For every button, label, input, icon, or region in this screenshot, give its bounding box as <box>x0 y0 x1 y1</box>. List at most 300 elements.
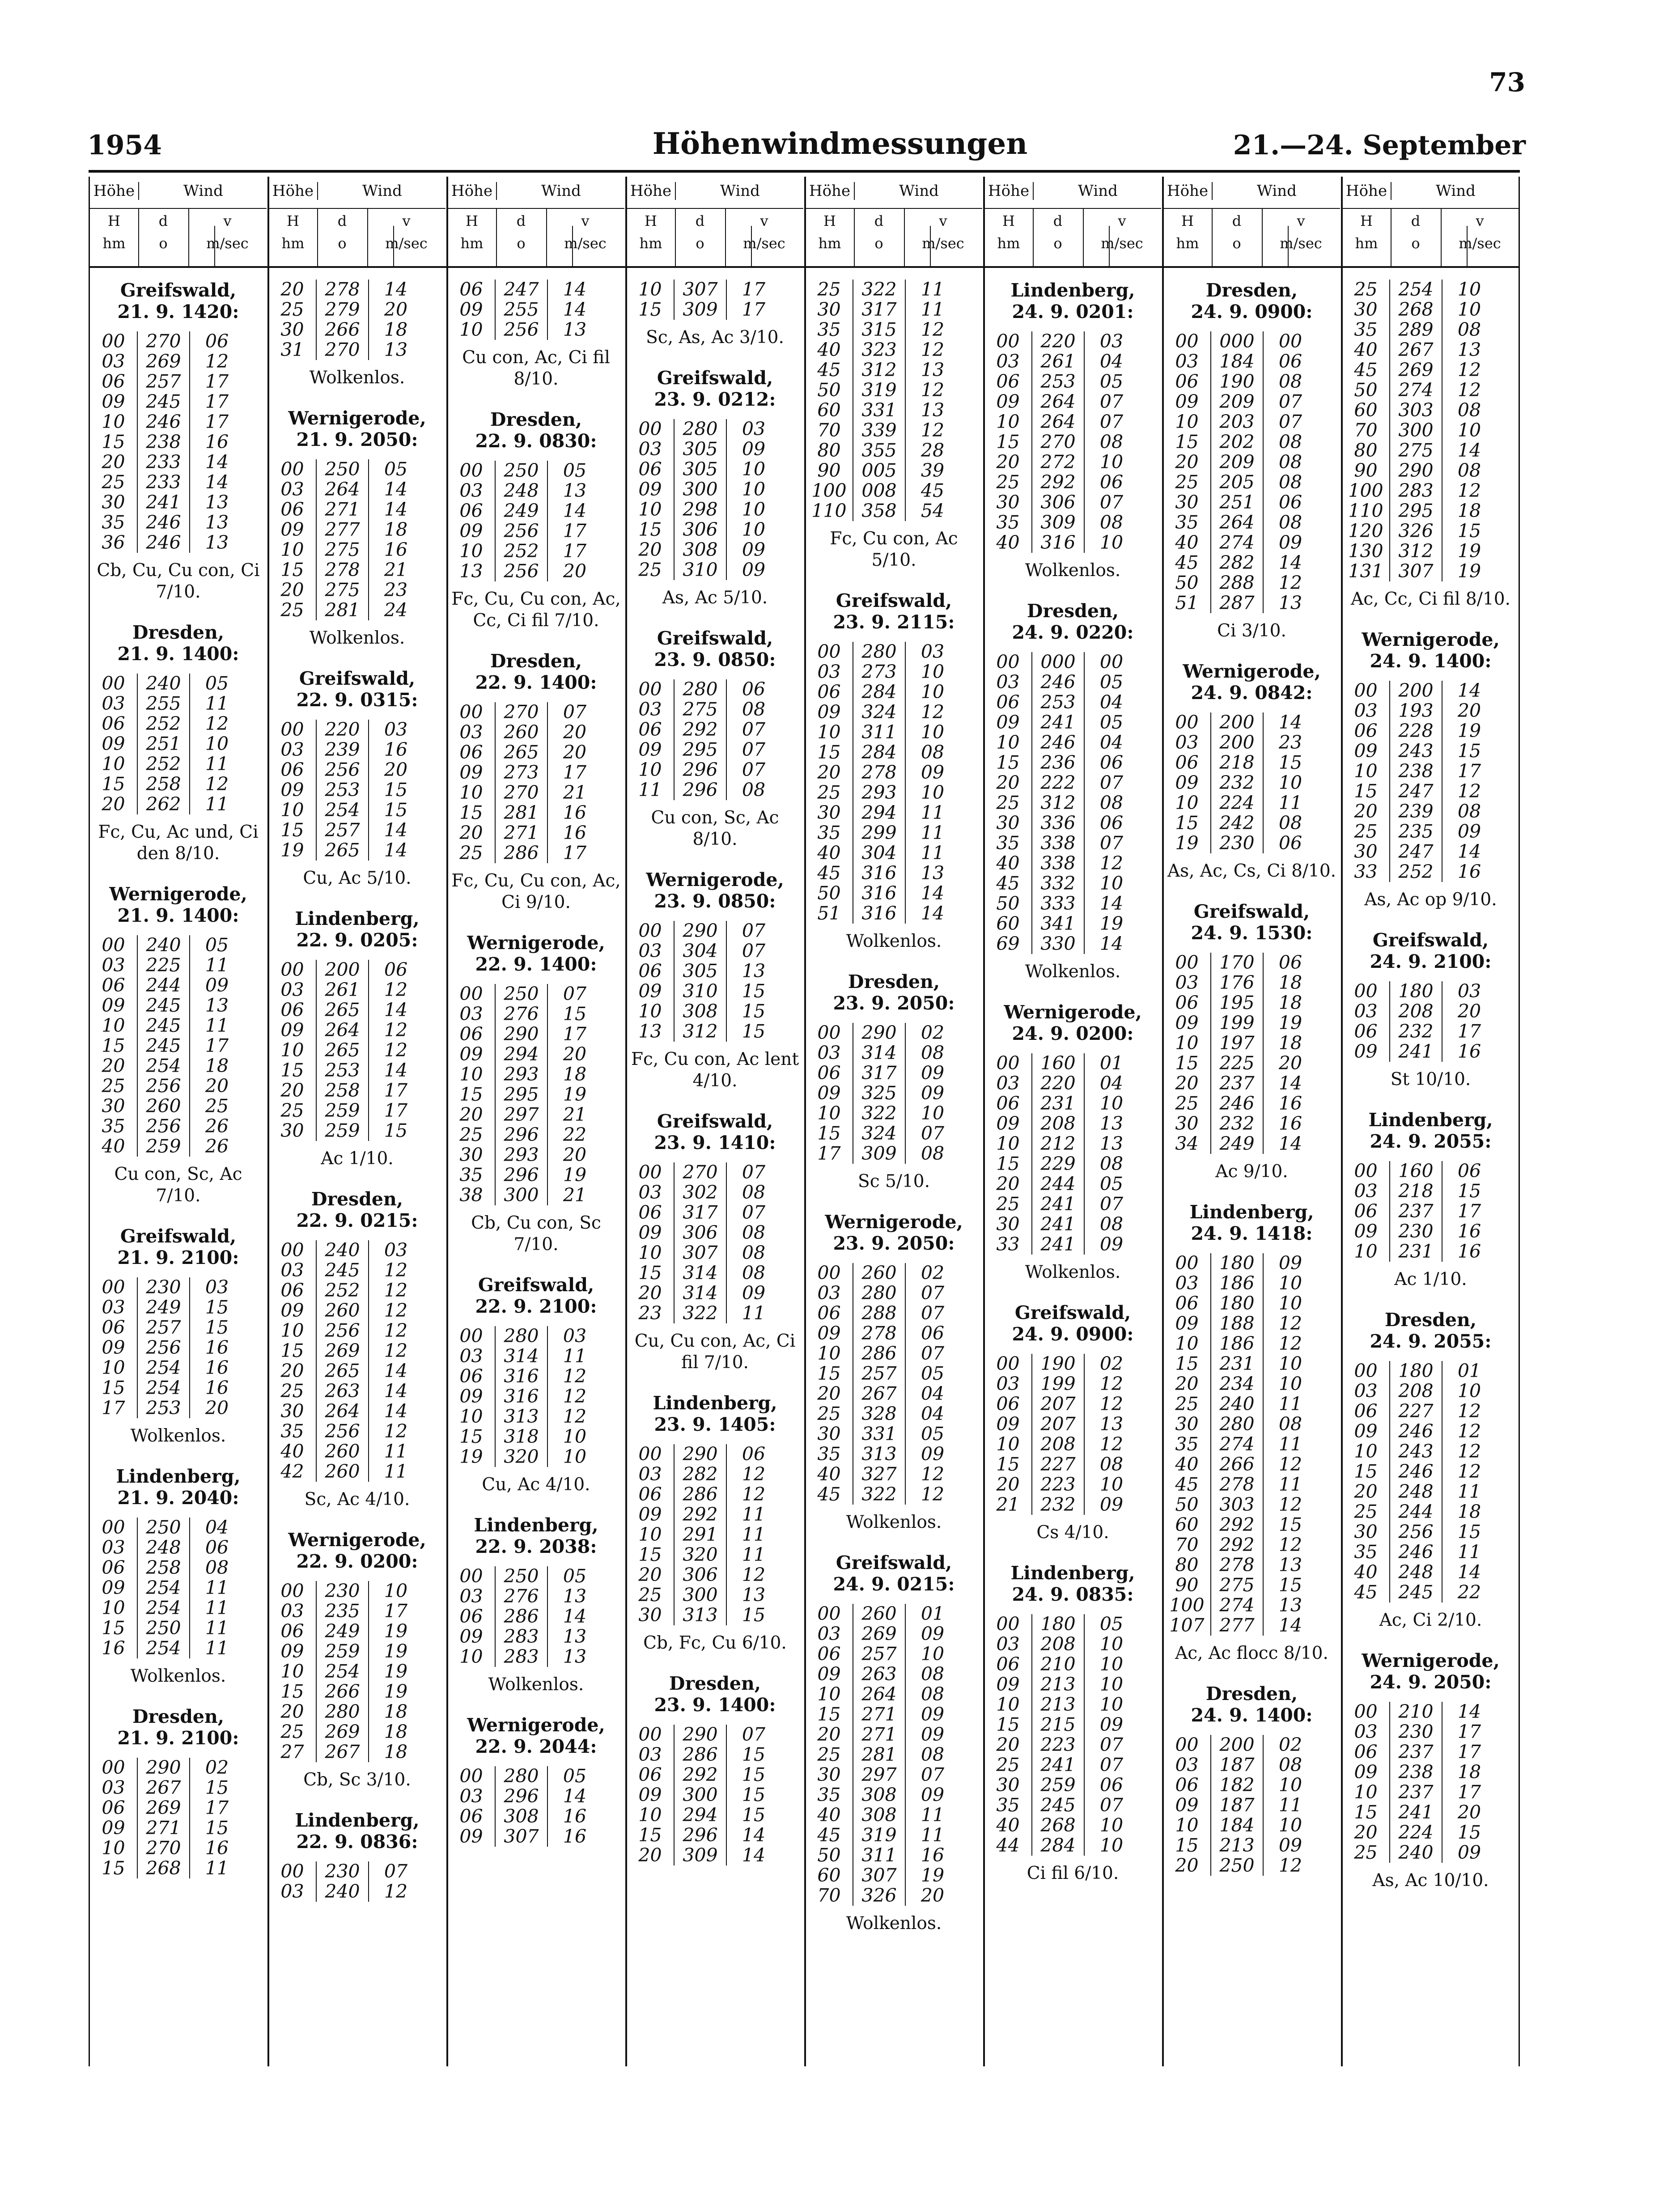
height-cell: 60 <box>1175 1514 1199 1535</box>
year: 1954 <box>87 130 162 161</box>
direction-cell: 267 <box>853 1384 906 1404</box>
height-cell: 15 <box>638 1262 662 1284</box>
height-cell: 20 <box>996 772 1020 793</box>
table-row <box>806 1344 982 1364</box>
height-cell: 50 <box>817 379 841 401</box>
station-name: Wernigerode, <box>467 932 605 954</box>
direction-cell: 231 <box>1031 1094 1085 1114</box>
speed-cell: 14 <box>205 471 229 493</box>
speed-cell: 16 <box>205 1837 229 1859</box>
speed-cell: 20 <box>384 299 408 320</box>
table-row <box>448 1024 624 1044</box>
observation-time: 22. 9. 0200: <box>296 1551 418 1572</box>
speed-cell: 10 <box>921 681 945 703</box>
height-cell: 30 <box>280 1400 304 1422</box>
direction-cell: 295 <box>495 1085 548 1105</box>
speed-cell: 09 <box>921 1082 945 1104</box>
table-row <box>269 1882 445 1902</box>
table-row <box>806 803 982 823</box>
table-row <box>90 432 267 452</box>
direction-cell: 240 <box>1389 1843 1442 1863</box>
observation-time: 21. 9. 2050: <box>296 429 418 450</box>
speed-cell: 08 <box>1457 319 1481 340</box>
table-row <box>90 352 267 372</box>
table-row <box>627 760 803 780</box>
observation-time: 24. 9. 2050: <box>1370 1671 1492 1693</box>
station-name: Dresden, <box>1027 600 1119 622</box>
direction-cell: 232 <box>1389 1022 1442 1042</box>
direction-cell: 338 <box>1031 853 1085 873</box>
direction-cell: 241 <box>1031 1194 1085 1214</box>
height-cell: 06 <box>102 975 125 996</box>
speed-cell: 00 <box>1099 651 1124 673</box>
height-cell: 06 <box>280 1620 304 1642</box>
height-cell: 06 <box>996 1393 1020 1415</box>
height-cell: 15 <box>996 1714 1020 1735</box>
cloud-note: As, Ac 5/10. <box>662 588 768 608</box>
direction-cell: 319 <box>853 380 906 400</box>
height-cell: 15 <box>1354 1461 1378 1482</box>
station-block <box>627 280 803 348</box>
height-cell: 06 <box>817 1302 841 1324</box>
station-block <box>1342 1109 1519 1290</box>
direction-cell: 280 <box>316 1702 369 1722</box>
direction-cell: 303 <box>1210 1495 1264 1515</box>
speed-cell: 04 <box>1099 691 1124 713</box>
height-cell: 03 <box>638 438 662 460</box>
table-row <box>984 1374 1161 1394</box>
height-cell: 00 <box>1175 952 1199 973</box>
table-row <box>90 1538 267 1558</box>
direction-cell: 254 <box>316 800 369 820</box>
height-cell: 30 <box>638 1604 662 1626</box>
direction-cell: 212 <box>1031 1134 1085 1154</box>
table-row <box>806 320 982 340</box>
table-row <box>627 560 803 580</box>
speed-cell: 10 <box>742 479 766 500</box>
table-column <box>90 177 267 2066</box>
table-row <box>1342 481 1519 501</box>
direction-cell: 278 <box>316 280 369 300</box>
header-wind: Wind <box>1391 182 1520 200</box>
direction-cell: 233 <box>137 472 190 492</box>
cloud-note: Ac 1/10. <box>321 1149 394 1169</box>
speed-cell: 21 <box>563 1104 587 1125</box>
table-row <box>984 652 1161 672</box>
station-block <box>984 280 1161 581</box>
direction-cell: 209 <box>1210 392 1264 412</box>
header-divider <box>627 208 803 209</box>
table-row <box>269 459 445 479</box>
direction-cell: 290 <box>1389 461 1442 481</box>
observation-time: 23. 9. 1410: <box>654 1132 776 1153</box>
height-cell: 30 <box>102 492 125 513</box>
table-row <box>1342 360 1519 380</box>
table-row <box>90 1518 267 1538</box>
table-row <box>1342 501 1519 521</box>
table-row <box>1342 1181 1519 1201</box>
table-row <box>1163 1836 1340 1856</box>
direction-cell: 309 <box>853 1144 906 1164</box>
speed-cell: 17 <box>1457 1021 1481 1042</box>
speed-cell: 18 <box>384 319 408 340</box>
height-cell: 03 <box>459 1785 483 1807</box>
speed-cell: 16 <box>1457 1041 1481 1062</box>
table-row <box>269 520 445 540</box>
table-row <box>984 513 1161 533</box>
height-cell: 09 <box>638 739 662 760</box>
speed-cell: 10 <box>1457 420 1481 441</box>
speed-cell: 09 <box>1099 1494 1124 1515</box>
table-row <box>269 479 445 500</box>
header-sublabel: hm <box>1355 235 1378 252</box>
data-rows <box>448 1766 624 1847</box>
observation-time: 24. 9. 0835: <box>1012 1584 1134 1605</box>
table-row <box>984 1815 1161 1836</box>
table-row <box>984 1354 1161 1374</box>
height-cell: 10 <box>1354 760 1378 782</box>
height-cell: 20 <box>996 1173 1020 1195</box>
height-cell: 80 <box>817 440 841 461</box>
direction-cell: 246 <box>1031 672 1085 692</box>
direction-cell: 336 <box>1031 813 1085 833</box>
speed-cell: 26 <box>205 1115 229 1137</box>
speed-cell: 14 <box>1278 1615 1302 1636</box>
speed-cell: 10 <box>1278 1353 1302 1374</box>
direction-cell: 275 <box>1210 1575 1264 1595</box>
table-row <box>806 1745 982 1765</box>
direction-cell: 355 <box>853 441 906 461</box>
height-cell: 06 <box>638 458 662 480</box>
height-cell: 06 <box>996 1093 1020 1114</box>
station-block <box>448 1514 624 1696</box>
table-row <box>1342 380 1519 400</box>
direction-cell: 256 <box>495 320 548 340</box>
direction-cell: 246 <box>1389 1421 1442 1442</box>
cloud-note: Fc, Cu, Cu con, Ac, Ci 9/10. <box>451 871 621 912</box>
direction-cell: 233 <box>137 452 190 472</box>
height-cell: 00 <box>1175 712 1199 733</box>
table-row <box>806 1765 982 1785</box>
speed-cell: 11 <box>205 1637 229 1659</box>
direction-cell: 330 <box>1031 934 1085 954</box>
table-row <box>806 420 982 441</box>
speed-cell: 04 <box>921 1403 945 1425</box>
height-cell: 60 <box>817 1865 841 1886</box>
speed-cell: 11 <box>384 1461 408 1482</box>
table-row <box>1163 813 1340 833</box>
table-column <box>1342 177 1519 2066</box>
height-cell: 03 <box>638 1463 662 1485</box>
table-row <box>806 1444 982 1464</box>
direction-cell: 200 <box>1389 681 1442 701</box>
direction-cell: 262 <box>137 794 190 814</box>
direction-cell: 266 <box>1210 1454 1264 1475</box>
height-cell: 06 <box>102 1557 125 1578</box>
height-cell: 10 <box>638 759 662 780</box>
speed-cell: 10 <box>1099 1835 1124 1856</box>
table-row <box>90 1818 267 1838</box>
direction-cell: 318 <box>495 1427 548 1447</box>
station-name: Greifswald, <box>299 668 416 689</box>
speed-cell: 12 <box>384 1300 408 1321</box>
table-row <box>984 392 1161 412</box>
direction-cell: 309 <box>674 1845 727 1866</box>
speed-cell: 20 <box>384 759 408 780</box>
speed-cell: 13 <box>742 1584 766 1606</box>
table-row <box>269 840 445 861</box>
direction-cell: 266 <box>316 320 369 340</box>
speed-cell: 10 <box>384 1580 408 1602</box>
speed-cell: 07 <box>742 1202 766 1223</box>
height-cell: 10 <box>638 1524 662 1545</box>
data-rows <box>1163 331 1340 613</box>
speed-cell: 13 <box>1278 1554 1302 1576</box>
station-block <box>1163 280 1340 642</box>
height-cell: 30 <box>1354 299 1378 320</box>
direction-cell: 207 <box>1031 1414 1085 1434</box>
table-row <box>448 1627 624 1647</box>
height-cell: 06 <box>996 691 1020 713</box>
speed-cell: 09 <box>921 762 945 783</box>
speed-cell: 14 <box>1457 1701 1481 1722</box>
direction-cell: 256 <box>137 1076 190 1096</box>
speed-cell: 19 <box>563 1084 587 1105</box>
table-row <box>448 561 624 581</box>
speed-cell: 08 <box>742 1222 766 1243</box>
table-row <box>448 1004 624 1024</box>
observation-time: 21. 9. 1420: <box>117 301 239 322</box>
speed-cell: 12 <box>384 1019 408 1041</box>
direction-cell: 248 <box>1389 1482 1442 1502</box>
direction-cell: 333 <box>1031 894 1085 914</box>
direction-cell: 237 <box>1389 1201 1442 1221</box>
table-row <box>90 1858 267 1878</box>
height-cell: 03 <box>102 954 125 976</box>
speed-cell: 13 <box>563 1586 587 1607</box>
height-cell: 120 <box>1348 520 1383 542</box>
speed-cell: 02 <box>205 1757 229 1778</box>
station-block <box>448 650 624 913</box>
speed-cell: 18 <box>1278 1032 1302 1054</box>
height-cell: 10 <box>280 539 304 560</box>
column-body <box>1342 280 1519 1910</box>
height-cell: 23 <box>638 1302 662 1324</box>
table-row <box>806 1283 982 1303</box>
direction-cell: 218 <box>1210 753 1264 773</box>
height-cell: 03 <box>1354 1380 1378 1402</box>
header-sublabel: v <box>760 212 768 229</box>
speed-cell: 14 <box>384 1380 408 1402</box>
speed-cell: 03 <box>1457 980 1481 1002</box>
direction-cell: 259 <box>137 1136 190 1157</box>
height-cell: 00 <box>817 641 841 662</box>
speed-cell: 10 <box>1278 1815 1302 1836</box>
table-row <box>984 1214 1161 1234</box>
observation-time: 22. 9. 1400: <box>475 954 597 975</box>
height-cell: 17 <box>817 1143 841 1164</box>
direction-cell: 252 <box>137 754 190 774</box>
table-column <box>448 177 624 2066</box>
speed-cell: 15 <box>1457 520 1481 542</box>
station-name: Lindenberg, <box>1368 1109 1493 1131</box>
height-cell: 25 <box>459 1124 483 1145</box>
table-row <box>984 1234 1161 1255</box>
direction-cell: 286 <box>853 1344 906 1364</box>
table-row <box>627 280 803 300</box>
table-row <box>984 1695 1161 1715</box>
table-row <box>269 1861 445 1882</box>
speed-cell: 17 <box>563 520 587 542</box>
height-cell: 25 <box>1354 279 1378 300</box>
speed-cell: 11 <box>921 279 945 300</box>
header-hoehe: Höhe <box>988 182 1030 200</box>
direction-cell: 222 <box>1031 773 1085 793</box>
table-row <box>1342 1542 1519 1562</box>
direction-cell: 268 <box>1389 300 1442 320</box>
height-cell: 45 <box>817 862 841 884</box>
table-row <box>448 1044 624 1064</box>
speed-cell: 14 <box>384 999 408 1021</box>
table-row <box>1342 701 1519 721</box>
table-row <box>984 1495 1161 1515</box>
header-sublabel: H <box>1360 212 1373 229</box>
direction-cell: 248 <box>137 1538 190 1558</box>
speed-cell: 16 <box>1278 1113 1302 1134</box>
speed-cell: 15 <box>742 1604 766 1626</box>
direction-cell: 237 <box>1210 1073 1264 1094</box>
speed-cell: 15 <box>563 1003 587 1025</box>
table-row <box>1163 733 1340 753</box>
height-cell: 09 <box>1354 1420 1378 1442</box>
table-column <box>1163 177 1340 2066</box>
observation-time: 21. 9. 1400: <box>117 905 239 926</box>
speed-cell: 17 <box>1457 1721 1481 1743</box>
observation-time: 24. 9. 2055: <box>1370 1131 1492 1152</box>
header-hoehe: Höhe <box>451 182 493 200</box>
data-rows <box>448 280 624 340</box>
table-row <box>1163 533 1340 553</box>
height-cell: 06 <box>280 999 304 1021</box>
height-cell: 10 <box>996 1694 1020 1715</box>
table-row <box>806 1124 982 1144</box>
height-cell: 09 <box>1354 740 1378 762</box>
direction-cell: 269 <box>137 352 190 372</box>
station-name: Greifswald, <box>1014 1302 1131 1323</box>
table-row <box>984 692 1161 712</box>
speed-cell: 16 <box>384 539 408 560</box>
station-name: Greifswald, <box>657 367 773 389</box>
speed-cell: 01 <box>1457 1360 1481 1382</box>
height-cell: 00 <box>459 1565 483 1587</box>
direction-cell: 005 <box>853 461 906 481</box>
table-row <box>1163 1515 1340 1535</box>
height-cell: 03 <box>1175 1272 1199 1294</box>
table-row <box>448 1165 624 1185</box>
height-cell: 25 <box>280 599 304 621</box>
table-row <box>269 1462 445 1482</box>
direction-cell: 300 <box>674 1785 727 1805</box>
table-row <box>984 894 1161 914</box>
direction-cell: 300 <box>495 1185 548 1205</box>
direction-cell: 300 <box>1389 420 1442 441</box>
height-cell: 06 <box>459 1365 483 1387</box>
table-row <box>806 702 982 722</box>
direction-cell: 308 <box>495 1806 548 1827</box>
speed-cell: 13 <box>384 339 408 360</box>
direction-cell: 264 <box>1210 513 1264 533</box>
table-row <box>806 1023 982 1043</box>
speed-cell: 18 <box>1457 500 1481 522</box>
height-cell: 15 <box>996 752 1020 773</box>
observation-time: 24. 9. 1418: <box>1191 1223 1313 1244</box>
height-cell: 10 <box>996 1133 1020 1154</box>
speed-cell: 15 <box>742 1021 766 1042</box>
table-row <box>984 1414 1161 1434</box>
direction-cell: 316 <box>495 1366 548 1386</box>
table-row <box>627 1223 803 1243</box>
top-rule <box>89 170 1520 173</box>
direction-cell: 241 <box>1031 712 1085 733</box>
data-rows <box>806 280 982 521</box>
data-rows <box>984 1354 1161 1515</box>
direction-cell: 256 <box>316 1421 369 1442</box>
table-row <box>269 1361 445 1381</box>
cloud-note: Wolkenlos. <box>846 1913 942 1933</box>
table-row <box>1342 461 1519 481</box>
height-cell: 30 <box>1354 841 1378 862</box>
table-row <box>984 1114 1161 1134</box>
data-rows <box>806 642 982 924</box>
height-cell: 90 <box>817 460 841 481</box>
table-row <box>1342 1022 1519 1042</box>
table-row <box>984 331 1161 352</box>
table-row <box>806 501 982 521</box>
table-row <box>1342 721 1519 741</box>
cloud-note: Wolkenlos. <box>488 1675 584 1695</box>
direction-cell: 307 <box>1389 561 1442 581</box>
direction-cell: 295 <box>674 740 727 760</box>
speed-cell: 09 <box>921 1062 945 1084</box>
direction-cell: 258 <box>137 1558 190 1578</box>
height-cell: 09 <box>817 1082 841 1104</box>
height-cell: 00 <box>638 920 662 941</box>
table-row <box>269 1101 445 1121</box>
height-cell: 35 <box>459 1164 483 1186</box>
speed-cell: 15 <box>1457 740 1481 762</box>
table-row <box>627 700 803 720</box>
height-cell: 15 <box>1175 431 1199 453</box>
speed-cell: 16 <box>1457 1221 1481 1242</box>
height-cell: 35 <box>280 1420 304 1442</box>
direction-cell: 256 <box>316 1321 369 1341</box>
speed-cell: 05 <box>921 1363 945 1384</box>
table-row <box>1342 340 1519 360</box>
table-row <box>90 1798 267 1818</box>
height-cell: 00 <box>817 1603 841 1624</box>
direction-cell: 176 <box>1210 973 1264 993</box>
direction-cell: 290 <box>674 921 727 941</box>
height-cell: 15 <box>102 431 125 453</box>
direction-cell: 288 <box>1210 573 1264 593</box>
speed-cell: 06 <box>742 1443 766 1465</box>
table-row <box>448 1346 624 1366</box>
speed-cell: 08 <box>742 779 766 801</box>
table-row <box>90 734 267 754</box>
speed-cell: 14 <box>384 279 408 300</box>
direction-cell: 278 <box>853 1323 906 1344</box>
table-row <box>806 843 982 863</box>
